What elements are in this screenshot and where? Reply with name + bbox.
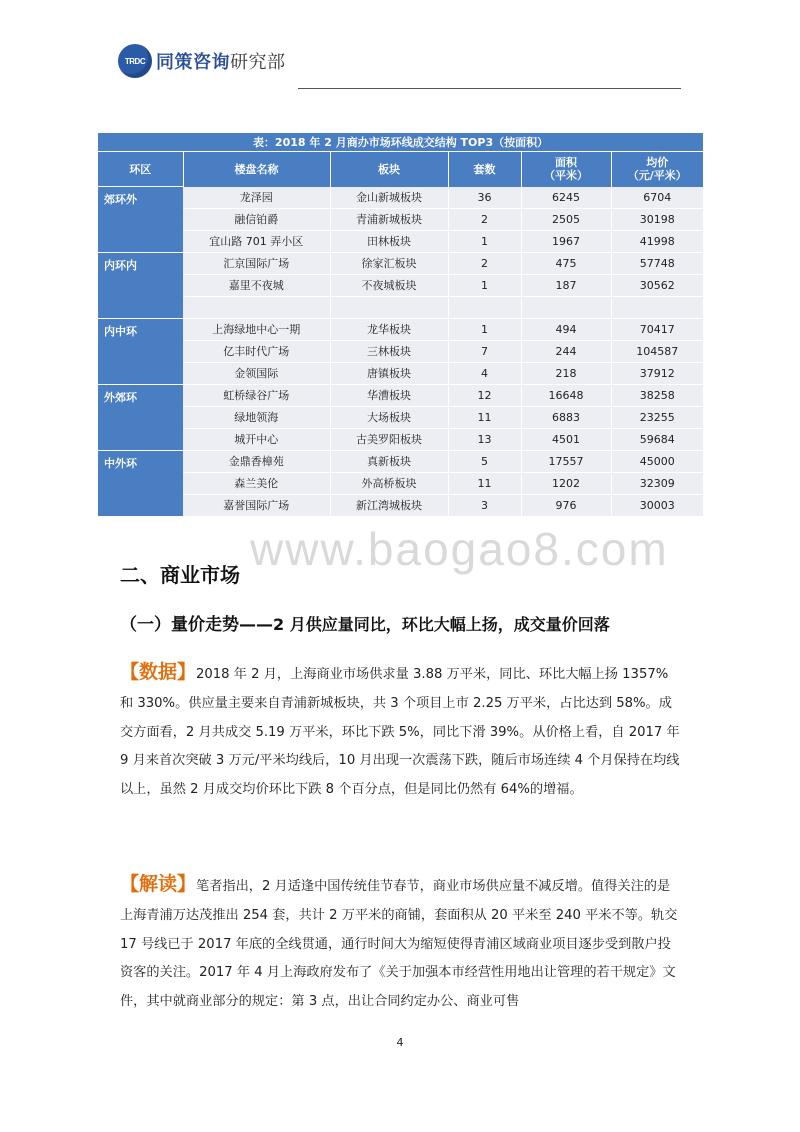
- table-cell: 1: [448, 274, 521, 296]
- table-cell: 218: [521, 362, 611, 384]
- table-cell: 45000: [611, 450, 703, 472]
- table-cell: 1: [448, 318, 521, 340]
- table-cell: 494: [521, 318, 611, 340]
- column-header: 环区: [98, 152, 183, 187]
- zone-label: 内中环: [98, 318, 183, 384]
- table-cell: 32309: [611, 472, 703, 494]
- column-header: 套数: [448, 152, 521, 187]
- table-row: [98, 208, 703, 230]
- table-cell: 41998: [611, 230, 703, 252]
- watermark: www.baogao8.com: [250, 523, 669, 575]
- zone-label: 外郊环: [98, 384, 183, 450]
- table-cell: 4501: [521, 428, 611, 450]
- table-cell: [183, 296, 330, 318]
- table-cell: [611, 296, 703, 318]
- table-row: [98, 187, 703, 209]
- table-cell: [521, 296, 611, 318]
- interpretation-paragraph: [120, 870, 680, 1017]
- table-row: [98, 384, 703, 406]
- table-row: [98, 274, 703, 296]
- table-row: [98, 252, 703, 274]
- table-cell: 外高桥板块: [330, 472, 448, 494]
- table-cell: 17557: [521, 450, 611, 472]
- table-cell: 2: [448, 208, 521, 230]
- table-cell: 16648: [521, 384, 611, 406]
- column-header: 板块: [330, 152, 448, 187]
- company-logo: [118, 44, 286, 78]
- table-cell: 森兰美伦: [183, 472, 330, 494]
- table-cell: 3: [448, 494, 521, 516]
- transaction-table: [98, 133, 703, 517]
- table-row: [98, 472, 703, 494]
- table-cell: 真新板块: [330, 450, 448, 472]
- table-row: [98, 428, 703, 450]
- table-cell: 1: [448, 230, 521, 252]
- table-cell: 11: [448, 406, 521, 428]
- brand-name: [156, 48, 286, 74]
- table-cell: 城开中心: [183, 428, 330, 450]
- table-cell: 大场板块: [330, 406, 448, 428]
- table-cell: 23255: [611, 406, 703, 428]
- table-cell: 37912: [611, 362, 703, 384]
- table-row: [98, 230, 703, 252]
- table-cell: 70417: [611, 318, 703, 340]
- table-cell: 亿丰时代广场: [183, 340, 330, 362]
- subsection-heading: [120, 610, 610, 635]
- table-cell: 古美罗阳板块: [330, 428, 448, 450]
- table-caption: 表：2018 年 2 月商办市场环线成交结构 TOP3（按面积）: [98, 133, 703, 152]
- table-cell: 38258: [611, 384, 703, 406]
- table-cell: 唐镇板块: [330, 362, 448, 384]
- subsection-lead: （一）量价走势——: [120, 615, 273, 635]
- data-paragraph: [120, 658, 680, 805]
- table-row: [98, 362, 703, 384]
- table-cell: 三林板块: [330, 340, 448, 362]
- page-number: 4: [396, 1036, 404, 1049]
- table-cell: 13: [448, 428, 521, 450]
- table-cell: 12: [448, 384, 521, 406]
- table-cell: [448, 296, 521, 318]
- header-divider: [298, 88, 681, 89]
- table-cell: 976: [521, 494, 611, 516]
- interpretation-tag: 【解读】: [120, 873, 197, 895]
- table-cell: 57748: [611, 252, 703, 274]
- table-cell: 7: [448, 340, 521, 362]
- table-cell: 龙泽园: [183, 187, 330, 209]
- table-cell: 华漕板块: [330, 384, 448, 406]
- brand-sub: 研究部: [230, 52, 286, 73]
- table-cell: 金山新城板块: [330, 187, 448, 209]
- table-row: [98, 340, 703, 362]
- section-heading: 二、商业市场: [120, 563, 240, 587]
- table-cell: 徐家汇板块: [330, 252, 448, 274]
- table-cell: 30562: [611, 274, 703, 296]
- brand-main: 同策咨询: [156, 52, 230, 73]
- globe-logo-icon: TRDC: [118, 44, 152, 78]
- table-cell: [330, 296, 448, 318]
- table-cell: 30003: [611, 494, 703, 516]
- table-cell: 104587: [611, 340, 703, 362]
- table-cell: 4: [448, 362, 521, 384]
- interpretation-text: 笔者指出，2 月适逢中国传统佳节春节，商业市场供应量不减反增。值得关注的是上海青浦万达茂推出 254 套，共计 2 万平米的商铺，套面积从 20 平米至 240 平米不等。轨交 17 号线已于 2017 年底的全线贯通，通行时间大为缩短使得青浦区域商业项目逐步受到散户投资客的关注。2017 年 4 月上海政府发布了《关于加强本市经营性用地出让管理的若干规定》文件，其中就商业部分的规定：第 3 点，出让合同约定办公、商业可售: [120, 879, 678, 1010]
- table-cell: 30198: [611, 208, 703, 230]
- table-cell: 187: [521, 274, 611, 296]
- column-header: 楼盘名称: [183, 152, 330, 187]
- subsection-title: 2 月供应量同比，环比大幅上扬，成交量价回落: [273, 615, 610, 634]
- table-cell: 36: [448, 187, 521, 209]
- data-tag: 【数据】: [120, 661, 197, 683]
- table-cell: 新江湾城板块: [330, 494, 448, 516]
- table-cell: 475: [521, 252, 611, 274]
- table-cell: 2505: [521, 208, 611, 230]
- table-cell: 上海绿地中心一期: [183, 318, 330, 340]
- zone-label: 中外环: [98, 450, 183, 516]
- table-cell: 青浦新城板块: [330, 208, 448, 230]
- table-cell: 2: [448, 252, 521, 274]
- data-text: 2018 年 2 月，上海商业市场供求量 3.88 万平米，同比、环比大幅上扬 1357%和 330%。供应量主要来自青浦新城板块，共 3 个项目上市 2.25 万平米，占比达到 58%。成交方面看，2 月共成交 5.19 万平米，环比下跌 5%，同比下滑 39%。从价格上看，自 2017 年 9 月来首次突破 3 万元/平米均线后，10 月出现一次震荡下跌，随后市场连续 4 个月保持在均线以上，虽然 2 月成交均价环比下跌 8 个百分点，但是同比仍然有 64%的增福。: [120, 667, 680, 798]
- zone-label: 内环内: [98, 252, 183, 318]
- table-cell: 5: [448, 450, 521, 472]
- table-row: [98, 494, 703, 516]
- zone-label: 郊环外: [98, 187, 183, 253]
- table-cell: 宜山路 701 弄小区: [183, 230, 330, 252]
- table-cell: 田林板块: [330, 230, 448, 252]
- table-cell: 嘉里不夜城: [183, 274, 330, 296]
- table-cell: 嘉誉国际广场: [183, 494, 330, 516]
- table-cell: 不夜城板块: [330, 274, 448, 296]
- table-cell: 1202: [521, 472, 611, 494]
- table-cell: 6704: [611, 187, 703, 209]
- table-row: [98, 450, 703, 472]
- table-cell: 汇京国际广场: [183, 252, 330, 274]
- column-header: 面积 （平米）: [521, 152, 611, 187]
- table-cell: 59684: [611, 428, 703, 450]
- table-row: [98, 406, 703, 428]
- table-cell: 金领国际: [183, 362, 330, 384]
- table-cell: 融信铂爵: [183, 208, 330, 230]
- table-cell: 6245: [521, 187, 611, 209]
- table-cell: 6883: [521, 406, 611, 428]
- table-cell: 244: [521, 340, 611, 362]
- table-cell: 虹桥绿谷广场: [183, 384, 330, 406]
- table-cell: 1967: [521, 230, 611, 252]
- table-cell: 金鼎香樟苑: [183, 450, 330, 472]
- table-row: [98, 318, 703, 340]
- table-row: [98, 296, 703, 318]
- column-header: 均价 （元/平米）: [611, 152, 703, 187]
- table-cell: 绿地领海: [183, 406, 330, 428]
- table-cell: 11: [448, 472, 521, 494]
- table-cell: 龙华板块: [330, 318, 448, 340]
